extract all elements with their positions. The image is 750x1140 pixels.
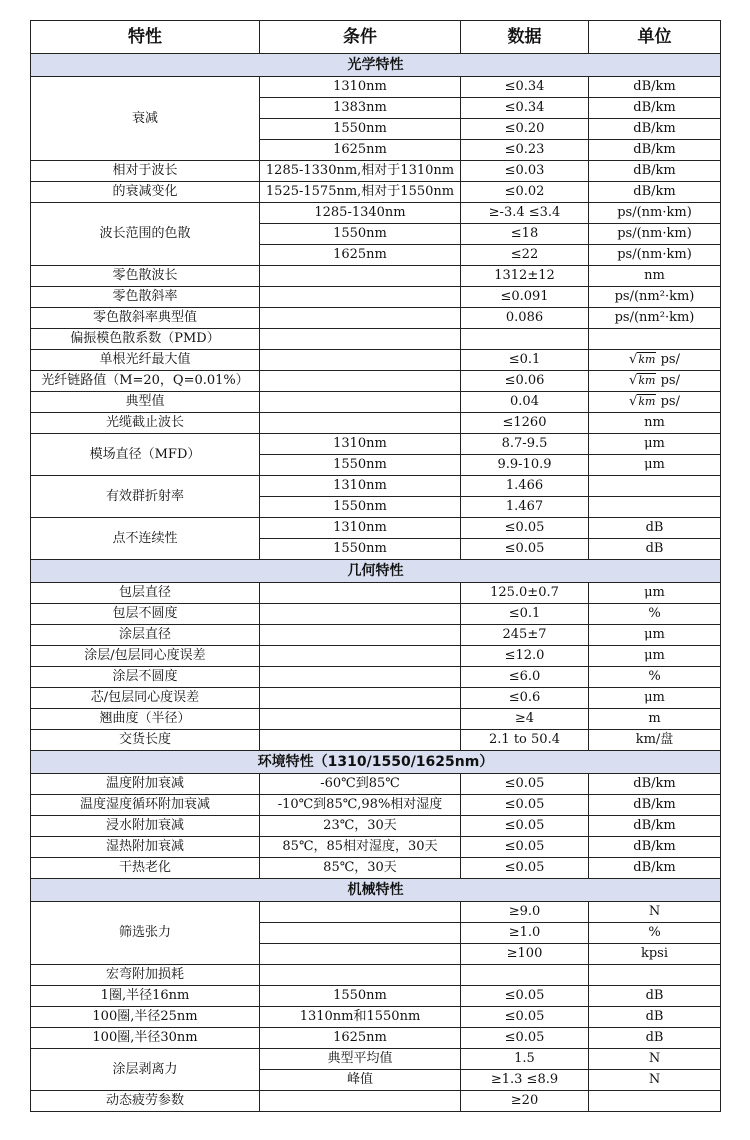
cell-condition: [260, 604, 461, 625]
cell-condition: 1550nm: [260, 539, 461, 560]
cell-data: [461, 965, 589, 986]
cell-data: ≤1260: [461, 413, 589, 434]
cell-characteristic: 1圈,半径16nm: [31, 986, 260, 1007]
cell-unit: μm: [589, 646, 721, 667]
cell-unit: dB/km: [589, 816, 721, 837]
km-under-radical: km: [638, 395, 656, 408]
cell-condition: 1525-1575nm,相对于1550nm: [260, 182, 461, 203]
cell-characteristic: 包层直径: [31, 583, 260, 604]
cell-data: ≤0.05: [461, 795, 589, 816]
cell-unit: ps/(nm·km): [589, 224, 721, 245]
cell-condition: 1625nm: [260, 140, 461, 161]
unit-ps: ps/: [656, 352, 680, 367]
table-row: [31, 203, 721, 224]
cell-unit: μm: [589, 583, 721, 604]
km-under-radical: km: [638, 374, 656, 387]
cell-characteristic: 的衰减变化: [31, 182, 260, 203]
cell-condition: 1625nm: [260, 1028, 461, 1049]
section-title: 环境特性（1310/1550/1625nm）: [31, 751, 721, 774]
cell-condition: [260, 923, 461, 944]
table-row: [31, 730, 721, 751]
cell-unit: [589, 965, 721, 986]
table-row: [31, 1028, 721, 1049]
cell-condition: [260, 266, 461, 287]
unit-ps: ps/: [656, 394, 680, 409]
cell-data: ≤12.0: [461, 646, 589, 667]
km-under-radical: km: [638, 353, 656, 366]
cell-data: 0.086: [461, 308, 589, 329]
cell-characteristic: 点不连续性: [31, 518, 260, 560]
cell-unit: dB/km: [589, 774, 721, 795]
radical-sign: √: [629, 394, 638, 409]
cell-condition: 典型平均值: [260, 1049, 461, 1070]
cell-data: ≥1.3 ≤8.9: [461, 1070, 589, 1091]
cell-characteristic: 芯/包层同心度误差: [31, 688, 260, 709]
cell-condition: [260, 667, 461, 688]
table-row: [31, 329, 721, 350]
cell-data: ≤0.20: [461, 119, 589, 140]
cell-condition: 1285-1340nm: [260, 203, 461, 224]
cell-characteristic: 偏振模色散系数（PMD）: [31, 329, 260, 350]
cell-data: 8.7-9.5: [461, 434, 589, 455]
cell-unit: dB: [589, 539, 721, 560]
cell-characteristic: 100圈,半径25nm: [31, 1007, 260, 1028]
table-row: [31, 583, 721, 604]
cell-data: ≥-3.4 ≤3.4: [461, 203, 589, 224]
cell-characteristic: 宏弯附加损耗: [31, 965, 260, 986]
cell-condition: [260, 287, 461, 308]
cell-data: ≥20: [461, 1091, 589, 1112]
table-row: [31, 350, 721, 371]
cell-condition: [260, 371, 461, 392]
cell-condition: 1550nm: [260, 224, 461, 245]
spec-table: [30, 20, 721, 1112]
table-row: [31, 646, 721, 667]
cell-unit: μm: [589, 688, 721, 709]
cell-unit: [589, 476, 721, 497]
cell-condition: [260, 350, 461, 371]
cell-data: ≤0.05: [461, 1007, 589, 1028]
cell-characteristic: 涂层不圆度: [31, 667, 260, 688]
cell-unit: μm: [589, 434, 721, 455]
cell-data: [461, 329, 589, 350]
cell-unit: %: [589, 923, 721, 944]
cell-condition: 1550nm: [260, 455, 461, 476]
table-row: [31, 308, 721, 329]
cell-data: 9.9-10.9: [461, 455, 589, 476]
cell-characteristic: 衰减: [31, 77, 260, 161]
cell-characteristic: 包层不圆度: [31, 604, 260, 625]
cell-condition: [260, 709, 461, 730]
cell-condition: 1383nm: [260, 98, 461, 119]
table-row: [31, 77, 721, 98]
cell-data: ≤0.05: [461, 986, 589, 1007]
cell-characteristic: 涂层剥离力: [31, 1049, 260, 1091]
cell-unit: [589, 350, 721, 371]
cell-data: ≤0.05: [461, 837, 589, 858]
cell-data: ≤0.6: [461, 688, 589, 709]
radical-sign: √: [629, 352, 638, 367]
cell-condition: [260, 965, 461, 986]
cell-unit: ps/(nm·km): [589, 203, 721, 224]
cell-data: ≥1.0: [461, 923, 589, 944]
cell-data: ≤0.23: [461, 140, 589, 161]
cell-condition: [260, 329, 461, 350]
cell-condition: [260, 688, 461, 709]
cell-unit: ps/(nm²·km): [589, 308, 721, 329]
table-row: [31, 965, 721, 986]
cell-condition: 峰值: [260, 1070, 461, 1091]
cell-unit: dB/km: [589, 182, 721, 203]
section-header-row: [31, 751, 721, 774]
cell-characteristic: 单根光纤最大值: [31, 350, 260, 371]
table-row: [31, 287, 721, 308]
header-condition: 条件: [260, 21, 461, 54]
cell-unit: nm: [589, 266, 721, 287]
cell-condition: [260, 583, 461, 604]
cell-data: ≤0.1: [461, 604, 589, 625]
section-title: 几何特性: [31, 560, 721, 583]
cell-characteristic: 干热老化: [31, 858, 260, 879]
cell-condition: [260, 308, 461, 329]
cell-unit: m: [589, 709, 721, 730]
cell-unit: dB: [589, 1028, 721, 1049]
section-header-row: [31, 54, 721, 77]
cell-data: 1.466: [461, 476, 589, 497]
cell-condition: 1310nm和1550nm: [260, 1007, 461, 1028]
cell-unit: dB/km: [589, 795, 721, 816]
cell-unit: μm: [589, 625, 721, 646]
cell-data: ≤6.0: [461, 667, 589, 688]
cell-unit: [589, 497, 721, 518]
cell-unit: km/盘: [589, 730, 721, 751]
cell-condition: [260, 392, 461, 413]
cell-unit: ps/(nm²·km): [589, 287, 721, 308]
cell-characteristic: 零色散波长: [31, 266, 260, 287]
cell-data: 245±7: [461, 625, 589, 646]
cell-characteristic: 湿热附加衰减: [31, 837, 260, 858]
radical-sign: √: [629, 373, 638, 388]
section-title: 机械特性: [31, 879, 721, 902]
header-characteristic: 特性: [31, 21, 260, 54]
cell-unit: [589, 371, 721, 392]
table-row: [31, 986, 721, 1007]
spec-body: [31, 54, 721, 1112]
sqrt-km-unit: [629, 373, 656, 389]
table-row: [31, 161, 721, 182]
cell-condition: 1310nm: [260, 77, 461, 98]
cell-data: ≤18: [461, 224, 589, 245]
cell-characteristic: 温度附加衰减: [31, 774, 260, 795]
cell-data: ≤0.05: [461, 816, 589, 837]
cell-data: ≤0.02: [461, 182, 589, 203]
table-row: [31, 858, 721, 879]
cell-characteristic: 波长范围的色散: [31, 203, 260, 266]
header-row: [31, 21, 721, 54]
cell-data: 1312±12: [461, 266, 589, 287]
cell-data: ≤0.05: [461, 1028, 589, 1049]
table-row: [31, 667, 721, 688]
cell-unit: [589, 329, 721, 350]
cell-condition: 1310nm: [260, 518, 461, 539]
cell-condition: 85℃，85相对湿度，30天: [260, 837, 461, 858]
cell-data: 0.04: [461, 392, 589, 413]
cell-data: ≥4: [461, 709, 589, 730]
cell-condition: [260, 944, 461, 965]
cell-unit: [589, 392, 721, 413]
table-row: [31, 413, 721, 434]
cell-data: ≤0.05: [461, 858, 589, 879]
unit-ps: ps/: [656, 373, 680, 388]
cell-condition: 1550nm: [260, 497, 461, 518]
cell-characteristic: 模场直径（MFD）: [31, 434, 260, 476]
table-row: [31, 476, 721, 497]
cell-data: ≥100: [461, 944, 589, 965]
cell-condition: 1550nm: [260, 986, 461, 1007]
cell-characteristic: 温度湿度循环附加衰减: [31, 795, 260, 816]
cell-condition: 1310nm: [260, 434, 461, 455]
cell-unit: %: [589, 604, 721, 625]
cell-condition: 1310nm: [260, 476, 461, 497]
section-title: 光学特性: [31, 54, 721, 77]
table-row: [31, 1049, 721, 1070]
cell-characteristic: 翘曲度（半径）: [31, 709, 260, 730]
table-row: [31, 371, 721, 392]
cell-unit: μm: [589, 455, 721, 476]
cell-data: ≤22: [461, 245, 589, 266]
table-row: [31, 604, 721, 625]
table-row: [31, 774, 721, 795]
table-row: [31, 266, 721, 287]
table-row: [31, 688, 721, 709]
cell-unit: N: [589, 902, 721, 923]
cell-unit: %: [589, 667, 721, 688]
cell-condition: [260, 1091, 461, 1112]
cell-condition: 1285-1330nm,相对于1310nm: [260, 161, 461, 182]
sqrt-km-unit: [629, 394, 656, 410]
cell-condition: [260, 902, 461, 923]
cell-characteristic: 浸水附加衰减: [31, 816, 260, 837]
cell-unit: dB/km: [589, 77, 721, 98]
cell-characteristic: 零色散斜率: [31, 287, 260, 308]
cell-data: ≤0.34: [461, 98, 589, 119]
cell-characteristic: 交货长度: [31, 730, 260, 751]
cell-unit: N: [589, 1049, 721, 1070]
cell-unit: N: [589, 1070, 721, 1091]
cell-condition: [260, 413, 461, 434]
cell-data: ≤0.05: [461, 539, 589, 560]
cell-characteristic: 筛选张力: [31, 902, 260, 965]
cell-data: 2.1 to 50.4: [461, 730, 589, 751]
cell-unit: dB/km: [589, 140, 721, 161]
cell-data: 1.5: [461, 1049, 589, 1070]
section-header-row: [31, 879, 721, 902]
cell-condition: -10℃到85℃,98%相对湿度: [260, 795, 461, 816]
table-row: [31, 1007, 721, 1028]
cell-characteristic: 有效群折射率: [31, 476, 260, 518]
cell-condition: [260, 625, 461, 646]
cell-characteristic: 零色散斜率典型值: [31, 308, 260, 329]
cell-unit: dB/km: [589, 98, 721, 119]
table-row: [31, 625, 721, 646]
cell-unit: dB: [589, 1007, 721, 1028]
cell-characteristic: 相对于波长: [31, 161, 260, 182]
cell-characteristic: 光缆截止波长: [31, 413, 260, 434]
header-data: 数据: [461, 21, 589, 54]
cell-unit: dB/km: [589, 119, 721, 140]
cell-data: ≤0.05: [461, 518, 589, 539]
cell-characteristic: 涂层直径: [31, 625, 260, 646]
table-row: [31, 182, 721, 203]
cell-condition: [260, 730, 461, 751]
cell-characteristic: 动态疲劳参数: [31, 1091, 260, 1112]
cell-data: ≤0.05: [461, 774, 589, 795]
cell-data: ≤0.34: [461, 77, 589, 98]
cell-condition: [260, 646, 461, 667]
cell-data: ≤0.03: [461, 161, 589, 182]
cell-unit: nm: [589, 413, 721, 434]
cell-unit: dB: [589, 986, 721, 1007]
table-row: [31, 902, 721, 923]
sqrt-km-unit: [629, 352, 656, 368]
cell-condition: 23℃，30天: [260, 816, 461, 837]
table-row: [31, 1091, 721, 1112]
table-row: [31, 837, 721, 858]
cell-characteristic: 光纤链路值（M=20，Q=0.01%）: [31, 371, 260, 392]
table-row: [31, 709, 721, 730]
cell-unit: dB/km: [589, 837, 721, 858]
cell-unit: [589, 1091, 721, 1112]
cell-unit: dB: [589, 518, 721, 539]
header-unit: 单位: [589, 21, 721, 54]
table-row: [31, 795, 721, 816]
cell-unit: kpsi: [589, 944, 721, 965]
table-row: [31, 392, 721, 413]
cell-data: ≤0.091: [461, 287, 589, 308]
cell-condition: 1550nm: [260, 119, 461, 140]
cell-data: ≤0.06: [461, 371, 589, 392]
cell-condition: -60℃到85℃: [260, 774, 461, 795]
cell-data: ≤0.1: [461, 350, 589, 371]
cell-unit: ps/(nm·km): [589, 245, 721, 266]
cell-data: ≥9.0: [461, 902, 589, 923]
cell-unit: dB/km: [589, 858, 721, 879]
table-row: [31, 434, 721, 455]
section-header-row: [31, 560, 721, 583]
table-row: [31, 816, 721, 837]
cell-condition: 85℃，30天: [260, 858, 461, 879]
cell-data: 1.467: [461, 497, 589, 518]
cell-characteristic: 典型值: [31, 392, 260, 413]
table-row: [31, 518, 721, 539]
cell-characteristic: 涂层/包层同心度误差: [31, 646, 260, 667]
cell-characteristic: 100圈,半径30nm: [31, 1028, 260, 1049]
cell-unit: dB/km: [589, 161, 721, 182]
cell-condition: 1625nm: [260, 245, 461, 266]
cell-data: 125.0±0.7: [461, 583, 589, 604]
